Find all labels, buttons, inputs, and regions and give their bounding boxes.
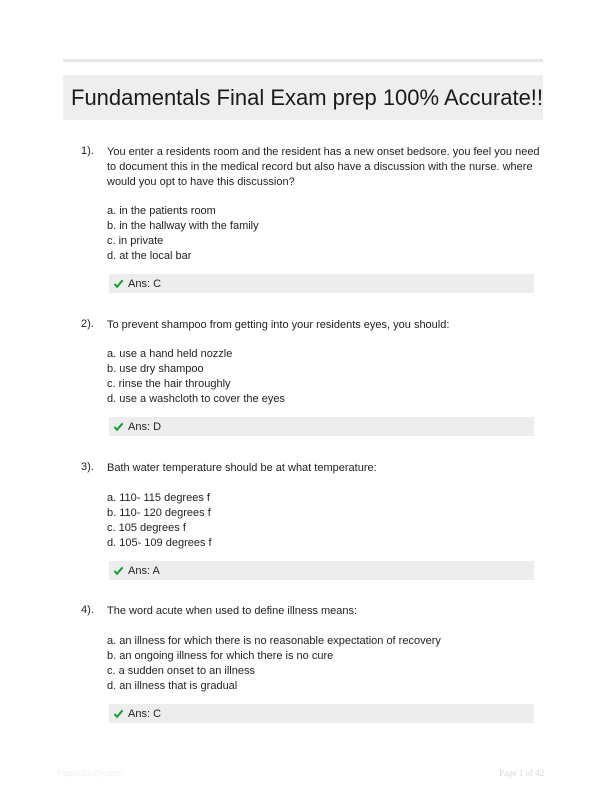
answer-text: Ans: C [128, 277, 162, 290]
answer-bar [109, 417, 534, 436]
options-list [107, 204, 527, 264]
options-list [107, 347, 527, 407]
option-item: a. use a hand held nozzle [107, 348, 233, 360]
answer-text: Ans: D [128, 420, 162, 433]
option-item: a. 110- 115 degrees f [107, 492, 210, 504]
answer-bar [109, 704, 534, 723]
question-number: 4). [81, 604, 94, 616]
option-item: d. an illness that is gradual [107, 680, 238, 692]
option-item: c. a sudden onset to an illness [107, 665, 255, 677]
options-list [107, 634, 527, 694]
question-number: 1). [81, 145, 94, 157]
question-text: The word acute when used to define illness means: [107, 605, 358, 617]
title-banner [63, 75, 543, 120]
option-item: d. use a washcloth to cover the eyes [107, 393, 285, 405]
check-icon [113, 421, 124, 432]
option-item: d. 105- 109 degrees f [107, 537, 212, 549]
options-list [107, 491, 527, 551]
check-icon [113, 278, 124, 289]
option-item: b. 110- 120 degrees f [107, 507, 211, 519]
check-icon [113, 565, 124, 576]
page-number: Page 1 of 42 [499, 768, 545, 778]
option-item: c. in private [107, 235, 164, 247]
option-item: b. use dry shampoo [107, 363, 204, 375]
page-title: Fundamentals Final Exam prep 100% Accurate!! [71, 84, 544, 110]
option-item: c. rinse the hair throughly [107, 378, 231, 390]
option-item: b. an ongoing illness for which there is no cure [107, 650, 334, 662]
answer-bar [109, 274, 534, 293]
check-icon [113, 708, 124, 719]
option-item: b. in the hallway with the family [107, 220, 259, 232]
top-divider [63, 59, 543, 62]
footer-watermark: PaperStudy.com [57, 768, 123, 778]
question-text: You enter a residents room and the resident has a new onset bedsore. you feel you need to document this in the medical record but also have a discussion with the nurse. where would you opt to have this discussion? [107, 146, 540, 188]
answer-bar [109, 561, 534, 580]
question-number: 2). [81, 318, 94, 330]
question-text: Bath water temperature should be at what temperature: [107, 462, 377, 474]
option-item: a. in the patients room [107, 205, 216, 217]
option-item: c. 105 degrees f [107, 522, 186, 534]
answer-text: Ans: A [128, 564, 160, 577]
question-number: 3). [81, 461, 94, 473]
question-text: To prevent shampoo from getting into your residents eyes, you should: [107, 319, 450, 331]
answer-text: Ans: C [128, 707, 162, 720]
option-item: d. at the local bar [107, 250, 192, 262]
option-item: a. an illness for which there is no reasonable expectation of recovery [107, 635, 441, 647]
